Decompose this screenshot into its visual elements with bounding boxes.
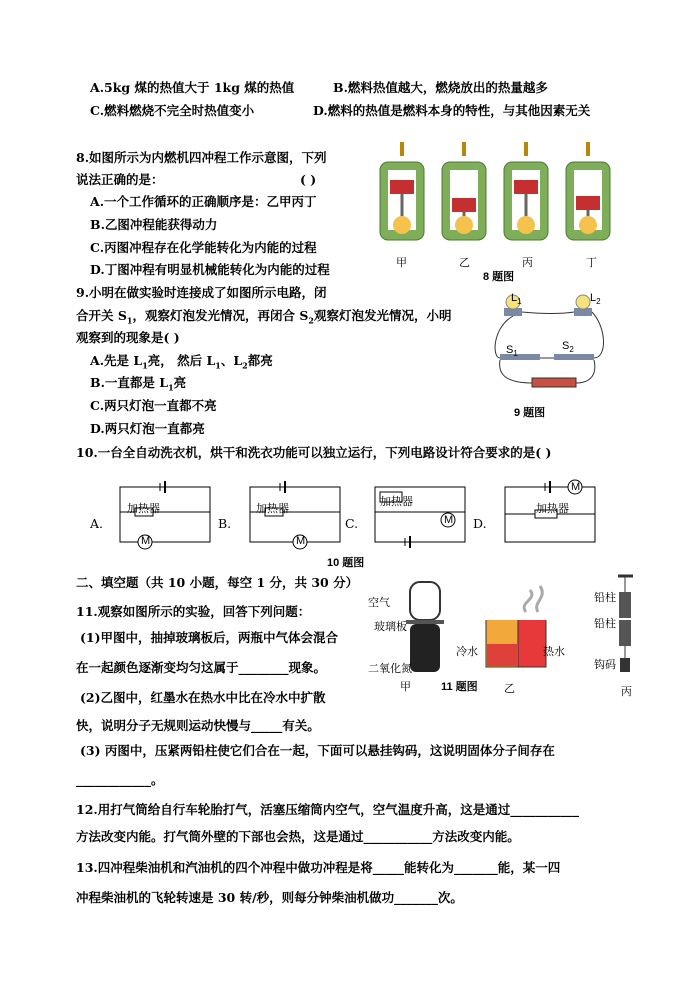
heater-label-a: 加热器 <box>127 503 160 515</box>
motor-label-a: M <box>141 535 151 547</box>
q8-option-b: B.乙图冲程能获得动力 <box>90 217 218 232</box>
lamp-l1-label: $L_1$ <box>511 292 522 307</box>
q11-part1-line1: (1)甲图中，抽掉玻璃板后，两瓶中气体会混合 <box>80 630 339 645</box>
lead-cylinders <box>618 576 633 672</box>
motor-label-d: M <box>571 481 581 493</box>
q12-line2: 方法改变内能。打气筒外壁的下部也会热，这是通过___________方法改变内能。 <box>76 829 520 844</box>
q8-option-c: C.丙图冲程存在化学能转化为内能的过程 <box>90 240 317 255</box>
q10-option-d-label: D. <box>473 516 487 531</box>
engine-label-jia: 甲 <box>396 257 407 269</box>
q11-part1-line2: 在一起颜色逐渐变均匀这属于________现象。 <box>76 660 327 675</box>
cold-water-beaker <box>486 620 518 667</box>
q10-figure-caption: 10 题图 <box>327 557 365 569</box>
heater-label-b: 加热器 <box>256 503 289 515</box>
q10-option-c-label: C. <box>345 516 359 531</box>
label-jia: 甲 <box>400 681 411 693</box>
engine-jia <box>380 142 424 240</box>
section-2-title: 二、填空题（共 10 小题，每空 1 分，共 30 分） <box>76 575 359 590</box>
q7-option-b: B.燃料热值越大，燃烧放出的热量越多 <box>333 80 548 95</box>
q9-stem-line1: 9.小明在做实验时连接成了如图所示电路，闭 <box>76 285 327 300</box>
q7-option-a: A.5kg 煤的热值大于 1kg 煤的热值 <box>90 80 295 95</box>
q11-figure-caption: 11 题图 <box>441 681 478 693</box>
q11-stem: 11.观察如图所示的实验，回答下列问题： <box>76 604 311 619</box>
circuit-option-c <box>370 472 470 550</box>
label-yi: 乙 <box>504 683 515 695</box>
label-air: 空气 <box>368 597 390 609</box>
q9-stem-line2: 合开关 $S_1$，观察灯泡发光情况，再闭合 $S_2$观察灯泡发光情况，小明 <box>76 308 452 326</box>
q8-option-a: A.一个工作循环的正确顺序是：乙甲丙丁 <box>90 194 317 209</box>
q8-stem-line2: 说法正确的是： <box>76 172 164 187</box>
engine-strokes-figure <box>370 140 620 265</box>
q11-part3-line1: (3) 丙图中，压紧两铅柱使它们合在一起，下面可以悬挂钩码，这说明固体分子间存在 <box>80 743 555 758</box>
label-lead-1: 铅柱 <box>594 592 616 604</box>
hot-water-beaker <box>518 586 546 667</box>
q9-option-d: D.两只灯泡一直都亮 <box>90 421 205 436</box>
q11-part3-line2: ____________。 <box>76 772 164 787</box>
q8-figure-caption: 8 题图 <box>483 271 515 283</box>
q10-option-a-label: A. <box>90 516 104 531</box>
label-weight: 钩码 <box>594 659 616 671</box>
q9-option-c: C.两只灯泡一直都不亮 <box>90 398 217 413</box>
q7-option-d: D.燃料的热值是燃料本身的特性，与其他因素无关 <box>313 103 591 118</box>
motor-label-c: M <box>444 514 454 526</box>
label-cold-water: 冷水 <box>456 646 478 658</box>
q12-line1: 12.用打气筒给自行车轮胎打气，活塞压缩筒内空气，空气温度升高，这是通过___________ <box>76 802 579 817</box>
q11-part2-line1: (2)乙图中，红墨水在热水中比在冷水中扩散 <box>80 690 326 705</box>
q13-line2: 冲程柴油机的飞轮转速是 30 转/秒，则每分钟柴油机做功_______次。 <box>76 890 463 905</box>
q9-option-b: B.一直都是 $L_1$亮 <box>90 375 187 393</box>
q13-line1: 13.四冲程柴油机和汽油机的四个冲程中做功冲程是将_____能转化为_______能，某一四 <box>76 860 561 875</box>
engine-label-yi: 乙 <box>459 257 470 269</box>
engine-ding <box>566 142 610 240</box>
q11-part2-line2: 快，说明分子无规则运动快慢与_____有关。 <box>76 718 320 733</box>
q9-option-a: A.先是 $L_1$亮， 然后 $L_1$、$L_2$都亮 <box>90 353 273 371</box>
q9-figure-caption: 9 题图 <box>514 407 546 419</box>
q10-stem: 10.一台全自动洗衣机，烘干和洗衣功能可以独立运行，下列电路设计符合要求的是( ) <box>76 445 552 460</box>
engine-label-bing: 丙 <box>522 257 533 269</box>
label-no2: 二氧化氮 <box>368 663 412 675</box>
q8-option-d: D.丁图冲程有明显机械能转化为内能的过程 <box>90 262 330 277</box>
q8-stem-line1: 8.如图所示为内燃机四冲程工作示意图，下列 <box>76 150 327 165</box>
q8-answer-bracket: ( ) <box>300 172 317 187</box>
switch-s2-label: $S_2$ <box>562 340 574 355</box>
label-bing: 丙 <box>621 686 632 698</box>
engine-bing <box>504 142 548 240</box>
label-hot-water: 热水 <box>543 646 565 658</box>
lamp-l2-label: $L_2$ <box>590 292 601 307</box>
q7-option-c: C.燃料燃烧不完全时热值变小 <box>90 103 255 118</box>
motor-label-b: M <box>296 535 306 547</box>
label-lead-2: 铅柱 <box>594 618 616 630</box>
q9-stem-line3: 观察到的现象是( ) <box>76 330 180 345</box>
switch-s1-label: $S_1$ <box>506 344 518 359</box>
engine-label-ding: 丁 <box>586 257 597 269</box>
diffusion-gas-jars <box>406 582 444 672</box>
engine-yi <box>442 142 486 240</box>
heater-label-d: 加热器 <box>536 503 569 515</box>
q10-option-b-label: B. <box>218 516 232 531</box>
label-glass-plate: 玻璃板 <box>374 621 407 633</box>
heater-label-c: 加热器 <box>380 496 413 508</box>
